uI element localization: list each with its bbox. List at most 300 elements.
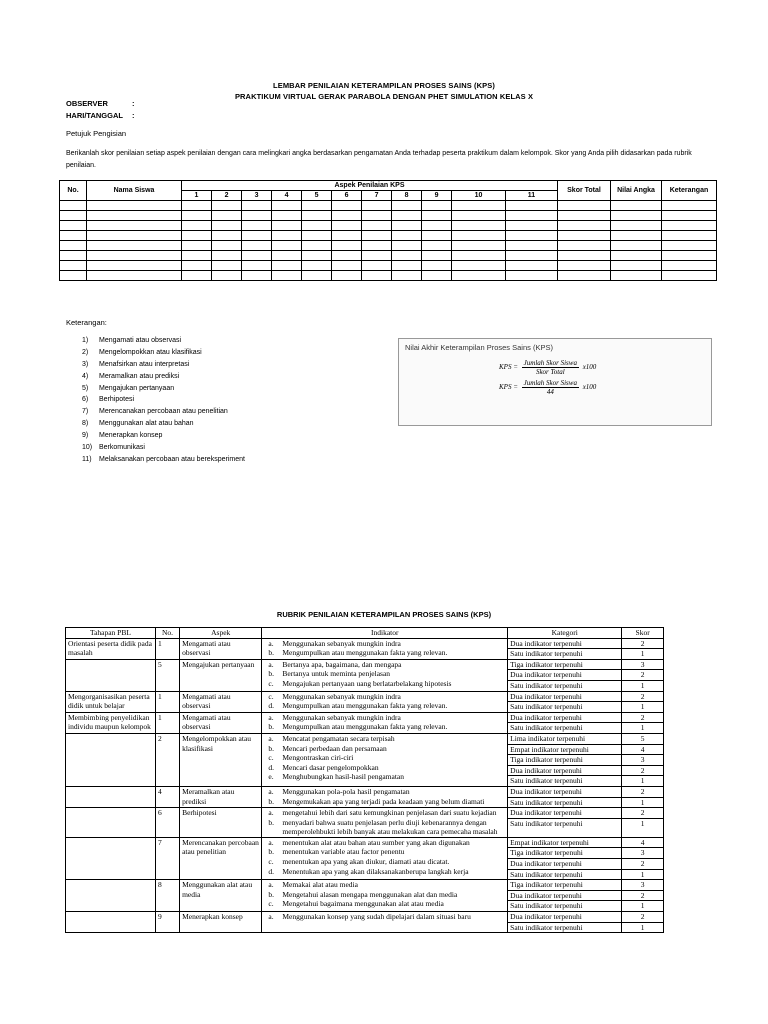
aspek-cell: Menerapkan konsep (180, 912, 262, 933)
score-cell (662, 201, 717, 211)
skor-value: 3 (622, 660, 663, 671)
indikator-cell (262, 638, 508, 659)
indikator-line (264, 797, 505, 807)
score-cell (60, 251, 87, 261)
score-cell (182, 271, 212, 281)
indikator-line (264, 734, 505, 744)
score-cell (362, 221, 392, 231)
indikator-line (264, 692, 505, 702)
kategori-cell (508, 912, 622, 933)
score-cell (182, 261, 212, 271)
rubrik-row (66, 733, 664, 786)
keterangan-label: Keterangan: (66, 318, 107, 327)
instructions-heading: Petujuk Pengisian (66, 129, 127, 138)
score-cell (452, 241, 506, 251)
aspect-number-cell: 1 (182, 191, 212, 201)
formula-times: x100 (582, 383, 597, 392)
skor-value: 2 (622, 787, 663, 798)
score-cell (362, 261, 392, 271)
score-cell (362, 231, 392, 241)
indikator-line (264, 880, 505, 890)
score-cell (611, 221, 662, 231)
kps-formula-title: Nilai Akhir Keterampilan Proses Sains (KPS) (405, 343, 553, 352)
skor-cell (622, 880, 664, 912)
rubrik-header-row (66, 628, 664, 639)
aspek-cell: Mengajukan pertanyaan (180, 659, 262, 691)
score-cell (87, 221, 182, 231)
number-cell: 1 (155, 712, 179, 733)
rubrik-row (66, 837, 664, 879)
score-cell (272, 241, 302, 251)
number-cell: 4 (155, 786, 179, 807)
score-cell (182, 251, 212, 261)
keterangan-number: 9) (82, 432, 89, 440)
score-cell (422, 241, 452, 251)
indikator-line (264, 838, 505, 848)
score-cell (87, 251, 182, 261)
score-cell (422, 231, 452, 241)
skor-value: 1 (640, 723, 645, 733)
kategori-line: Dua indikator terpenuhi (508, 808, 621, 819)
kategori-line: Dua indikator terpenuhi (508, 766, 621, 777)
score-cell (452, 251, 506, 261)
keterangan-number: 1) (82, 337, 89, 344)
kategori-cell (508, 808, 622, 838)
score-cell (611, 211, 662, 221)
skor-value: 2 (622, 713, 663, 724)
score-cell (362, 211, 392, 221)
rubrik-row (66, 659, 664, 691)
keterangan-item (82, 335, 245, 347)
indikator-marker: a. (268, 712, 274, 722)
score-cell (332, 241, 362, 251)
kategori-line: Dua indikator terpenuhi (508, 859, 621, 870)
indikator-line (264, 787, 505, 797)
keterangan-number: 4) (82, 372, 89, 380)
indikator-marker: d. (268, 866, 274, 876)
date-label: HARI/TANGGAL (66, 111, 123, 120)
indikator-marker: b. (268, 722, 274, 732)
number-cell: 1 (155, 638, 179, 659)
score-cell (60, 261, 87, 271)
score-cell (212, 241, 242, 251)
score-cell (662, 251, 717, 261)
tahapan-cell (66, 912, 156, 933)
skor-value: 3 (622, 755, 663, 766)
score-cell (505, 241, 557, 251)
score-cell (558, 201, 611, 211)
skor-cell (622, 712, 664, 733)
indikator-marker: b. (268, 847, 274, 857)
score-cell (422, 271, 452, 281)
indikator-line (264, 639, 505, 649)
kategori-cell (508, 880, 622, 912)
skor-value: 1 (640, 680, 645, 690)
indikator-cell (262, 880, 508, 912)
score-cell (505, 261, 557, 271)
formula-times: x100 (582, 363, 597, 372)
number-cell: 6 (155, 808, 179, 838)
score-cell (212, 231, 242, 241)
aspek-cell: Merencanakan percobaan atau penelitian (180, 837, 262, 879)
number-cell: 8 (155, 880, 179, 912)
score-cell (611, 231, 662, 241)
tahapan-cell: Orientasi peserta didik pada masalah (66, 638, 156, 659)
kategori-line: Satu indikator terpenuhi (510, 922, 583, 932)
score-cell (212, 261, 242, 271)
indikator-text: menyadari bahwa suatu penjelasan perlu diuji kebenarannya dengan memperolehbukti lebih banyak atau melakukan cara pemecaha masalah (282, 817, 498, 837)
score-cell (182, 221, 212, 231)
kategori-line: Dua indikator terpenuhi (508, 713, 621, 724)
aspect-number-cell: 6 (332, 191, 362, 201)
keterangan-text: Berkomunikasi (99, 444, 145, 452)
keterangan-number: 10) (82, 444, 93, 452)
score-row (60, 241, 717, 251)
score-cell (242, 201, 272, 211)
score-cell (182, 231, 212, 241)
skor-cell (622, 638, 664, 659)
col-skor-total: Skor Total (558, 181, 611, 201)
score-row (60, 211, 717, 221)
score-cell (212, 221, 242, 231)
skor-value: 1 (640, 818, 645, 828)
aspek-cell: Mengamati atau observasi (180, 638, 262, 659)
score-cell (242, 221, 272, 231)
score-cell (332, 261, 362, 271)
indikator-marker: b. (268, 889, 274, 899)
indikator-line (264, 818, 505, 837)
col-aspek-penilaian: Aspek Penilaian KPS (182, 181, 558, 191)
score-cell (60, 231, 87, 241)
document-title: LEMBAR PENILAIAN KETERAMPILAN PROSES SAINS (KPS) (273, 81, 495, 90)
score-cell (212, 201, 242, 211)
indikator-marker: b. (268, 817, 274, 827)
indikator-text: Mengajukan pertanyaan uang berlatarbelakang hipotesis (282, 678, 452, 688)
skor-value: 3 (622, 880, 663, 891)
kategori-line: Satu indikator terpenuhi (510, 680, 583, 690)
score-cell (662, 241, 717, 251)
score-cell (242, 261, 272, 271)
indikator-text: Mengumpulkan atau menggunakan fakta yang relevan. (282, 701, 448, 711)
kategori-cell (508, 638, 622, 659)
aspek-cell: Mengelompokkan atau klasifikasi (180, 733, 262, 786)
rubrik-header-cell: No. (155, 628, 179, 639)
kategori-line: Satu indikator terpenuhi (510, 901, 583, 911)
skor-value: 2 (622, 808, 663, 819)
score-cell (302, 231, 332, 241)
score-cell (611, 271, 662, 281)
kategori-line: Dua indikator terpenuhi (508, 912, 621, 923)
indikator-line (264, 744, 505, 754)
score-cell (272, 261, 302, 271)
indikator-text: Mengetahui bagaimana menggunakan alat atau media (282, 899, 444, 909)
indikator-marker: c. (268, 857, 274, 867)
formula-fraction (522, 359, 579, 376)
rubrik-row (66, 912, 664, 933)
indikator-cell (262, 691, 508, 712)
score-cell (302, 271, 332, 281)
score-cell (422, 251, 452, 261)
col-nama-siswa: Nama Siswa (87, 181, 182, 201)
score-cell (332, 231, 362, 241)
indikator-line (264, 857, 505, 867)
indikator-marker: a. (268, 912, 274, 922)
score-cell (302, 251, 332, 261)
kps-formula-1 (499, 359, 596, 376)
kps-formula-box (398, 338, 712, 426)
skor-value: 1 (640, 776, 645, 786)
aspek-cell: Meramalkan atau prediksi (180, 786, 262, 807)
score-cell (87, 261, 182, 271)
aspect-number-cell: 3 (242, 191, 272, 201)
tahapan-cell (66, 808, 156, 838)
indikator-text: Mengetahui alasan mengapa menggunakan alat dan media (282, 889, 458, 899)
skor-cell (622, 659, 664, 691)
formula-denominator: Skor Total (535, 368, 565, 376)
kategori-line: Satu indikator terpenuhi (510, 869, 583, 879)
score-cell (302, 261, 332, 271)
aspect-number-cell: 10 (452, 191, 506, 201)
score-table-body (60, 201, 717, 281)
indikator-line (264, 701, 505, 711)
score-row (60, 221, 717, 231)
score-cell (362, 251, 392, 261)
score-cell (392, 221, 422, 231)
score-cell (662, 261, 717, 271)
indikator-marker: a. (268, 786, 274, 796)
score-cell (87, 271, 182, 281)
indikator-cell (262, 786, 508, 807)
indikator-line (264, 753, 505, 763)
rubrik-table (65, 627, 664, 933)
indikator-marker: b. (268, 796, 274, 806)
keterangan-number: 6) (82, 396, 89, 404)
indikator-text: Mencari dasar pengelompokkan (282, 762, 379, 772)
number-cell: 7 (155, 837, 179, 879)
kategori-cell (508, 712, 622, 733)
aspect-number-cell: 4 (272, 191, 302, 201)
indikator-text: Menggunakan konsep yang sudah dipelajari dalam situasi baru (282, 912, 471, 922)
score-cell (392, 231, 422, 241)
indikator-cell (262, 659, 508, 691)
aspect-number-cell: 9 (422, 191, 452, 201)
tahapan-cell: Mengorganisasikan peserta didik untuk belajar (66, 691, 156, 712)
indikator-line (264, 679, 505, 689)
indikator-text: menentukan variable atau factor penentu (282, 847, 405, 857)
keterangan-item (82, 430, 245, 442)
keterangan-text: Mengajukan pertanyaan (99, 384, 175, 392)
indikator-line (264, 847, 505, 857)
score-cell (422, 201, 452, 211)
score-table (59, 180, 717, 281)
score-cell (302, 201, 332, 211)
score-cell (272, 271, 302, 281)
score-cell (242, 231, 272, 241)
score-cell (182, 241, 212, 251)
date-field (66, 111, 135, 120)
indikator-text: Bertanya apa, bagaimana, dan mengapa (282, 659, 402, 669)
indikator-marker: b. (268, 648, 274, 658)
kategori-line: Satu indikator terpenuhi (510, 818, 583, 828)
indikator-text: menentukan alat atau bahan atau sumber yang akan digunakan (282, 837, 470, 847)
indikator-marker: d. (268, 762, 274, 772)
rubrik-header-cell: Tahapan PBL (66, 628, 156, 639)
skor-value: 2 (622, 859, 663, 870)
score-cell (505, 211, 557, 221)
kategori-line: Dua indikator terpenuhi (508, 692, 621, 703)
keterangan-number: 3) (82, 360, 89, 368)
formula-numerator: Jumlah Skor Siswa (523, 359, 577, 367)
rubrik-row (66, 638, 664, 659)
kategori-cell (508, 691, 622, 712)
score-cell (332, 201, 362, 211)
keterangan-item (82, 371, 245, 383)
skor-value: 5 (622, 734, 663, 745)
kategori-line: Satu indikator terpenuhi (510, 776, 583, 786)
kategori-line: Satu indikator terpenuhi (510, 649, 583, 659)
indikator-text: Mengumpulkan atau menggunakan fakta yang relevan. (282, 648, 448, 658)
rubrik-row (66, 712, 664, 733)
aspect-number-cell: 7 (362, 191, 392, 201)
formula-denominator: 44 (546, 388, 554, 396)
indikator-text: Menggunakan sebanyak mungkin indra (282, 712, 401, 722)
score-cell (272, 211, 302, 221)
score-cell (452, 221, 506, 231)
indikator-marker: b. (268, 743, 274, 753)
indikator-text: Bertanya untuk meminta penjelasan (282, 669, 391, 679)
indikator-text: menentukan apa yang akan diukur, diamati atau dicatat. (282, 857, 450, 867)
score-cell (392, 261, 422, 271)
rubrik-header-cell: Kategori (508, 628, 622, 639)
score-cell (452, 231, 506, 241)
skor-cell (622, 912, 664, 933)
keterangan-item (82, 347, 245, 359)
score-cell (60, 271, 87, 281)
tahapan-cell (66, 659, 156, 691)
rubrik-title: RUBRIK PENILAIAN KETERAMPILAN PROSES SAINS (KPS) (276, 610, 492, 619)
kategori-cell (508, 786, 622, 807)
keterangan-text: Berhipotesi (99, 396, 135, 404)
kategori-line: Tiga indikator terpenuhi (508, 660, 621, 671)
number-cell: 1 (155, 691, 179, 712)
score-cell (362, 241, 392, 251)
indikator-line (264, 713, 505, 723)
indikator-text: Menghubungkan hasil-hasil pengamatan (282, 772, 405, 782)
score-cell (212, 211, 242, 221)
aspect-number-cell: 5 (302, 191, 332, 201)
formula-numerator: Jumlah Skor Siswa (523, 379, 577, 387)
skor-value: 2 (622, 891, 663, 902)
score-cell (332, 251, 362, 261)
score-cell (272, 231, 302, 241)
kps-formula-2 (499, 379, 596, 396)
score-cell (662, 211, 717, 221)
score-cell (302, 211, 332, 221)
aspek-cell: Mengamati atau observasi (180, 691, 262, 712)
score-cell (422, 261, 452, 271)
indikator-text: Mengontraskan ciri-ciri (282, 753, 354, 763)
kategori-line: Lima indikator terpenuhi (508, 734, 621, 745)
score-cell (272, 221, 302, 231)
score-cell (505, 231, 557, 241)
indikator-line (264, 648, 505, 658)
skor-value: 4 (622, 838, 663, 849)
keterangan-number: 11) (82, 455, 92, 463)
score-cell (60, 221, 87, 231)
keterangan-item (82, 383, 245, 395)
keterangan-number: 8) (82, 420, 89, 428)
kategori-line: Tiga indikator terpenuhi (508, 755, 621, 766)
kategori-line: Tiga indikator terpenuhi (508, 880, 621, 891)
formula-lhs: KPS = (499, 363, 518, 372)
indikator-marker: c. (268, 753, 274, 763)
tahapan-cell (66, 880, 156, 912)
score-cell (452, 201, 506, 211)
keterangan-list (82, 335, 245, 466)
score-cell (182, 211, 212, 221)
skor-value: 4 (622, 745, 663, 756)
score-cell (558, 221, 611, 231)
score-cell (60, 211, 87, 221)
skor-cell (622, 691, 664, 712)
indikator-marker: d. (268, 701, 274, 711)
indikator-line (264, 722, 505, 732)
score-cell (558, 271, 611, 281)
score-row (60, 271, 717, 281)
score-cell (611, 251, 662, 261)
skor-value: 2 (622, 670, 663, 681)
indikator-cell (262, 808, 508, 838)
score-cell (505, 251, 557, 261)
score-cell (422, 211, 452, 221)
indikator-text: Mengemukakan apa yang terjadi pada keadaan yang belum diamati (282, 796, 485, 806)
keterangan-item (82, 406, 245, 418)
indikator-text: Memakai alat atau media (282, 880, 358, 890)
aspect-number-cell: 2 (212, 191, 242, 201)
indikator-marker: e. (268, 772, 274, 782)
score-cell (558, 241, 611, 251)
date-colon: : (132, 111, 135, 120)
score-cell (332, 221, 362, 231)
score-cell (662, 221, 717, 231)
score-cell (558, 211, 611, 221)
col-no: No. (60, 181, 87, 201)
kategori-line: Dua indikator terpenuhi (508, 891, 621, 902)
tahapan-cell (66, 837, 156, 879)
score-cell (505, 221, 557, 231)
keterangan-text: Melaksanakan percobaan atau bereksperiment (99, 455, 245, 463)
keterangan-item (82, 454, 245, 466)
skor-cell (622, 733, 664, 786)
skor-value: 1 (640, 797, 645, 807)
score-cell (452, 261, 506, 271)
kategori-line: Satu indikator terpenuhi (510, 797, 583, 807)
rubrik-header-cell: Aspek (180, 628, 262, 639)
keterangan-text: Menerapkan konsep (99, 432, 163, 440)
col-keterangan: Keterangan (662, 181, 717, 201)
indikator-text: Menggunakan pola-pola hasil pengamatan (282, 786, 410, 796)
indikator-line (264, 899, 505, 909)
indikator-marker: a. (268, 880, 274, 890)
indikator-marker: c. (268, 899, 274, 909)
indikator-line (264, 763, 505, 773)
score-cell (392, 271, 422, 281)
score-cell (87, 231, 182, 241)
number-cell: 2 (155, 733, 179, 786)
score-cell (60, 201, 87, 211)
score-cell (302, 241, 332, 251)
number-cell: 9 (155, 912, 179, 933)
